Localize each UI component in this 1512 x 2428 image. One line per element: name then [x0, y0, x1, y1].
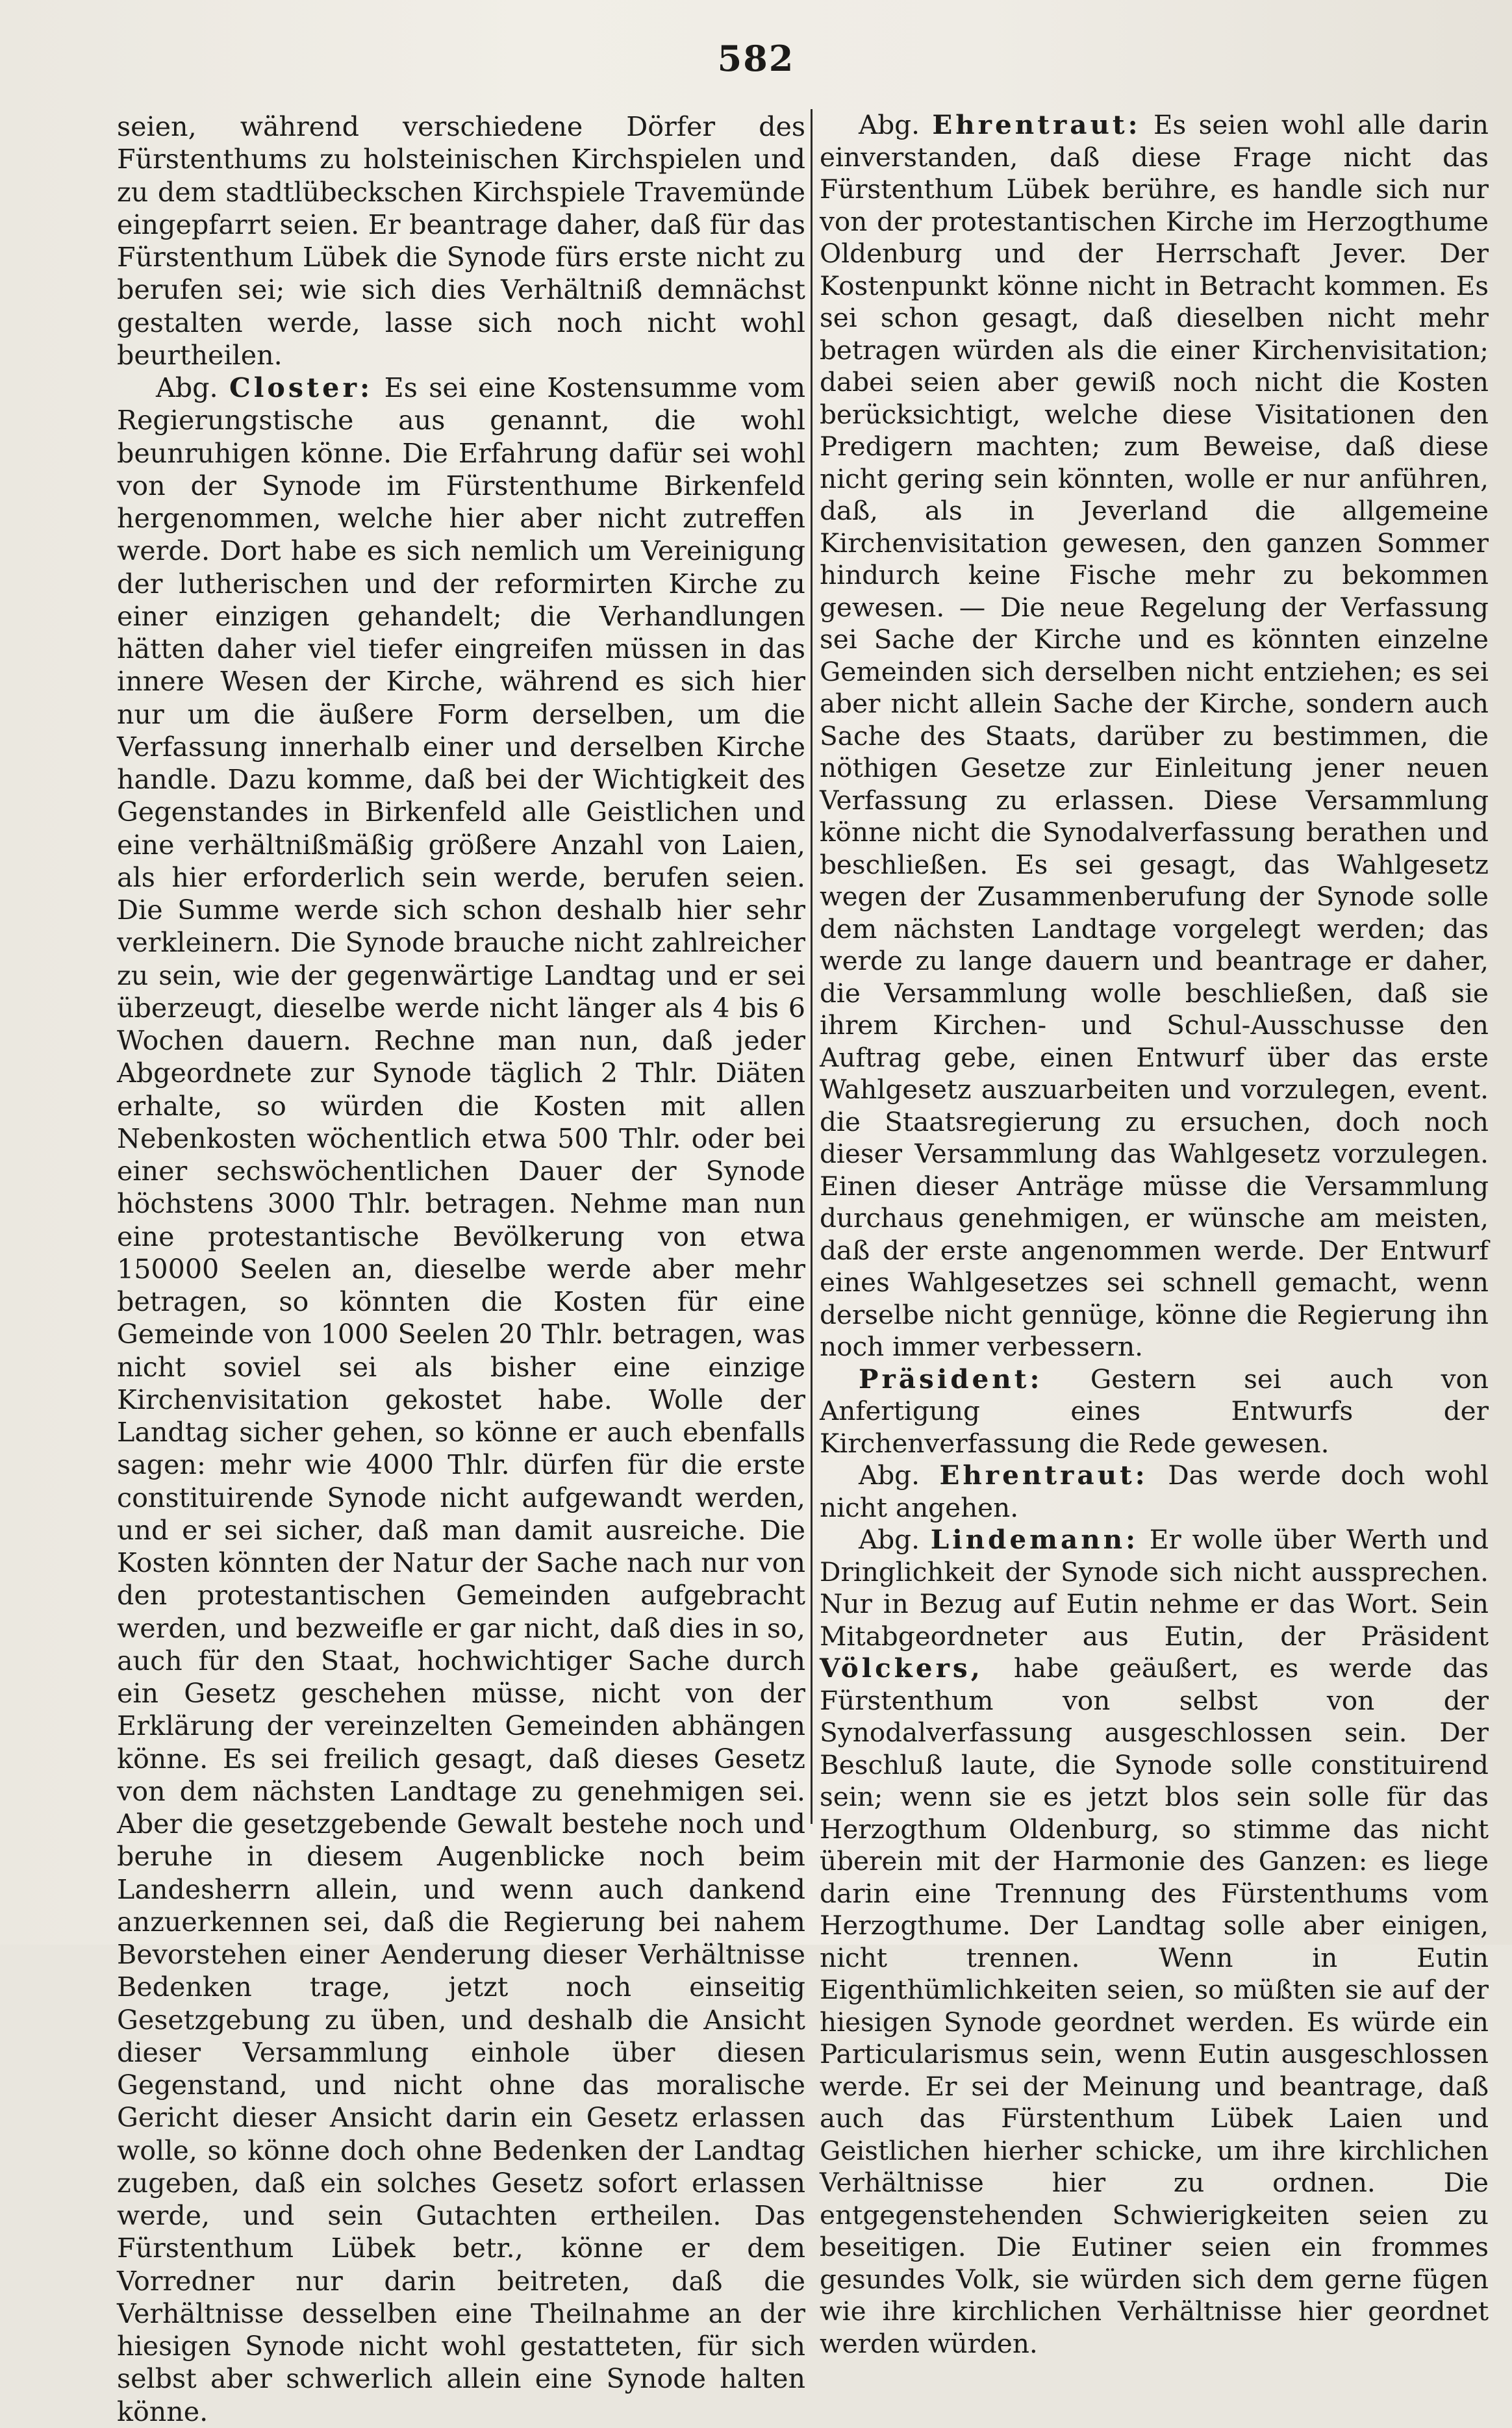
speech-text: Es sei eine Kostensumme vom Regierungstische aus genannt, die wohl beunruhigen könne. Die Erfahrung dafür sei wohl von der Synode im Fürstenthume Birkenfeld hergenommen, welche hier aber nicht zutreffen werde. Dort habe es sich nemlich um Vereinigung der lutherischen und der reformirten Kirche zu einer einzigen gehandelt; die Verhandlungen hätten daher viel tiefer eingreifen müssen in das innere Wesen der Kirche, während es sich hier nur um die äußere Form derselben, um die Verfassung innerhalb einer und derselben Kirche handle. Dazu komme, daß bei der Wichtigkeit des Gegenstandes in Birkenfeld alle Geistlichen und eine verhältnißmäßig größere Anzahl von Laien, als hier erforderlich sein werde, berufen seien. Die Summe werde sich schon deshalb hier sehr verkleinern. Die Synode brauche nicht zahlreicher zu sein, wie der gegenwärtige Landtag und er sei überzeugt, dieselbe werde nicht länger als 4 bis 6 Wochen dauern. Rechne man nun, daß jeder Abgeordnete zur Synode täglich 2 Thlr. Diäten erhalte, so würden die Kosten mit allen Nebenkosten wöchentlich etwa 500 Thlr. oder bei einer sechswöchentlichen Dauer der Synode höchstens 3000 Thlr. betragen. Nehme man nun eine protestantische Bevölkerung von etwa 150000 Seelen an, dieselbe werde aber mehr betragen, so könnten die Kosten für eine Gemeinde von 1000 Seelen 20 Thlr. betragen, was nicht soviel sei als bisher eine einzige Kirchenvisitation gekostet habe. Wolle der Landtag sicher gehen, so könne er auch ebenfalls sagen: mehr wie 4000 Thlr. dürfen für die erste constituirende Synode nicht aufgewandt werden, und er sei sicher, daß man damit ausreiche. Die Kosten könnten der Natur der Sache nach nur von den protestantischen Gemeinden aufgebracht werden, und bezweifle er gar nicht, daß dies in so, auch für den Staat, hochwichtiger Sache durch ein Gesetz geschehen müsse, nicht von der Erklärung der vereinzelten Gemeinden abhängen könne. Es sei freilich gesagt, daß dieses Gesetz von dem nächsten Landtage zu genehmigen sei. Aber die gesetzgebende Gewalt bestehe noch und beruhe in diesem Augenblicke noch beim Landesherrn allein, und wenn auch dankend anzuerkennen sei, daß die Regierung bei nahem Bevorstehen einer Aenderung dieser Verhältnisse Bedenken trage, jetzt noch einseitig Gesetzgebung zu üben, und deshalb die Ansicht dieser Versammlung einhole über diesen Gegenstand, und nicht ohne das moralische Gericht dieser Ansicht darin ein Gesetz erlassen wolle, so könne doch ohne Bedenken der Landtag zugeben, daß ein solches Gesetz sofort erlassen werde, und sein Gutachten ertheilen. Das Fürstenthum Lübek betr., könne er dem Vorredner nur darin beitreten, daß die Verhältnisse desselben eine Theilnahme an der hiesigen Synode nicht wohl gestatteten, für sich selbst aber schwerlich allein eine Synode halten könne.	[117, 372, 805, 2427]
speaker-name-ehrentraut: Ehrentraut:	[932, 109, 1141, 140]
paragraph-closter	[117, 372, 805, 2428]
column-divider	[811, 109, 813, 1824]
left-column	[117, 110, 805, 2427]
paragraph-ehrentraut	[820, 109, 1489, 1363]
page-number: 582	[717, 38, 795, 79]
speech-text: Gestern sei auch von Anfertigung eines Entwurfs der Kirchenverfassung die Rede gewesen.	[820, 1363, 1489, 1459]
speaker-name-lindemann: Lindemann:	[930, 1524, 1139, 1555]
paragraph-ehrentraut-2	[820, 1460, 1489, 1524]
speech-text: Er wolle über Werth und Dringlichkeit der Synode sich nicht aussprechen. Nur in Bezug auf Eutin nehme er das Wort. Sein Mitabgeordneter aus Eutin, der Präsident	[820, 1524, 1489, 1652]
paragraph-lindemann	[820, 1524, 1489, 2360]
inline-name-voelckers: Völckers,	[820, 1652, 983, 1684]
speaker-prefix: Abg.	[859, 1524, 920, 1555]
speaker-name-praesident: Präsident:	[859, 1363, 1043, 1395]
speaker-name-ehrentraut: Ehrentraut:	[939, 1460, 1148, 1491]
speech-text: Es seien wohl alle darin einverstanden, daß diese Frage nicht das Fürstenthum Lübek berühre, es handle sich nur von der protestantischen Kirche im Herzogthume Oldenburg und der Herrschaft Jever. Der Kostenpunkt könne nicht in Betracht kommen. Es sei schon gesagt, daß dieselben nicht mehr betragen würden als die einer Kirchenvisitation; dabei seien aber gewiß noch nicht die Kosten berücksichtigt, welche diese Visitationen den Predigern machten; zum Beweise, daß diese nicht gering sein könnten, wolle er nur anführen, daß, als in Jeverland die allgemeine Kirchenvisitation gewesen, den ganzen Sommer hindurch keine Fische mehr zu bekommen gewesen. — Die neue Regelung der Verfassung sei Sache der Kirche und es könnten einzelne Gemeinden sich derselben nicht entziehen; es sei aber nicht allein Sache der Kirche, sondern auch Sache des Staats, darüber zu bestimmen, die nöthigen Gesetze zur Einleitung jener neuen Verfassung zu erlassen. Diese Versammlung könne nicht die Synodalverfassung berathen und beschließen. Es sei gesagt, das Wahlgesetz wegen der Zusammenberufung der Synode solle dem nächsten Landtage vorgelegt werden; das werde zu lange dauern und beantrage er daher, die Versammlung wolle beschließen, daß sie ihrem Kirchen- und Schul-Ausschusse den Auftrag gebe, einen Entwurf über das erste Wahlgesetz auszuarbeiten und vorzulegen, event. die Staatsregierung zu ersuchen, doch noch dieser Versammlung das Wahlgesetz vorzulegen. Einen dieser Anträge müsse die Versammlung durchaus genehmigen, er wünsche am meisten, daß der erste angenommen werde. Der Entwurf eines Wahlgesetzes sei schnell gemacht, wenn derselbe nicht gennüge, könne die Regierung ihn noch immer verbessern.	[820, 109, 1489, 1362]
speaker-prefix: Abg.	[859, 109, 920, 140]
speaker-name-closter: Closter:	[229, 372, 373, 403]
paragraph-praesident	[820, 1363, 1489, 1460]
right-column	[820, 109, 1489, 2359]
speaker-prefix: Abg.	[156, 372, 218, 403]
paragraph-continuation: seien, während verschiedene Dörfer des Fürstenthums zu holsteinischen Kirchspielen und zu dem stadtlübeckschen Kirchspiele Travemünde eingepfarrt seien. Er beantrage daher, daß für das Fürstenthum Lübek die Synode fürs erste nicht zu berufen sei; wie sich dies Verhältniß demnächst gestalten werde, lasse sich noch nicht wohl beurtheilen.	[117, 111, 805, 371]
speaker-prefix: Abg.	[859, 1460, 920, 1491]
speech-text: habe geäußert, es werde das Fürstenthum von selbst von der Synodalverfassung ausgeschlossen sein. Der Beschluß laute, die Synode solle constituirend sein; wenn sie es jetzt blos sein solle für das Herzogthum Oldenburg, so stimme das nicht überein mit der Harmonie des Ganzen: es liege darin eine Trennung des Fürstenthums vom Herzogthume. Der Landtag solle aber einigen, nicht trennen. Wenn in Eutin Eigenthümlichkeiten seien, so müßten sie auf der hiesigen Synode geordnet werden. Es würde ein Particularismus sein, wenn Eutin ausgeschlossen werde. Er sei der Meinung und beantrage, daß auch das Fürstenthum Lübek Laien und Geistlichen hierher schicke, um ihre kirchlichen Verhältnisse hier zu ordnen. Die entgegenstehenden Schwierigkeiten seien zu beseitigen. Die Eutiner seien ein frommes gesundes Volk, sie würden sich dem gerne fügen wie ihre kirchlichen Verhältnisse hier geordnet werden würden.	[820, 1652, 1489, 2359]
speech-text: Das werde doch wohl nicht angehen.	[820, 1460, 1489, 1523]
